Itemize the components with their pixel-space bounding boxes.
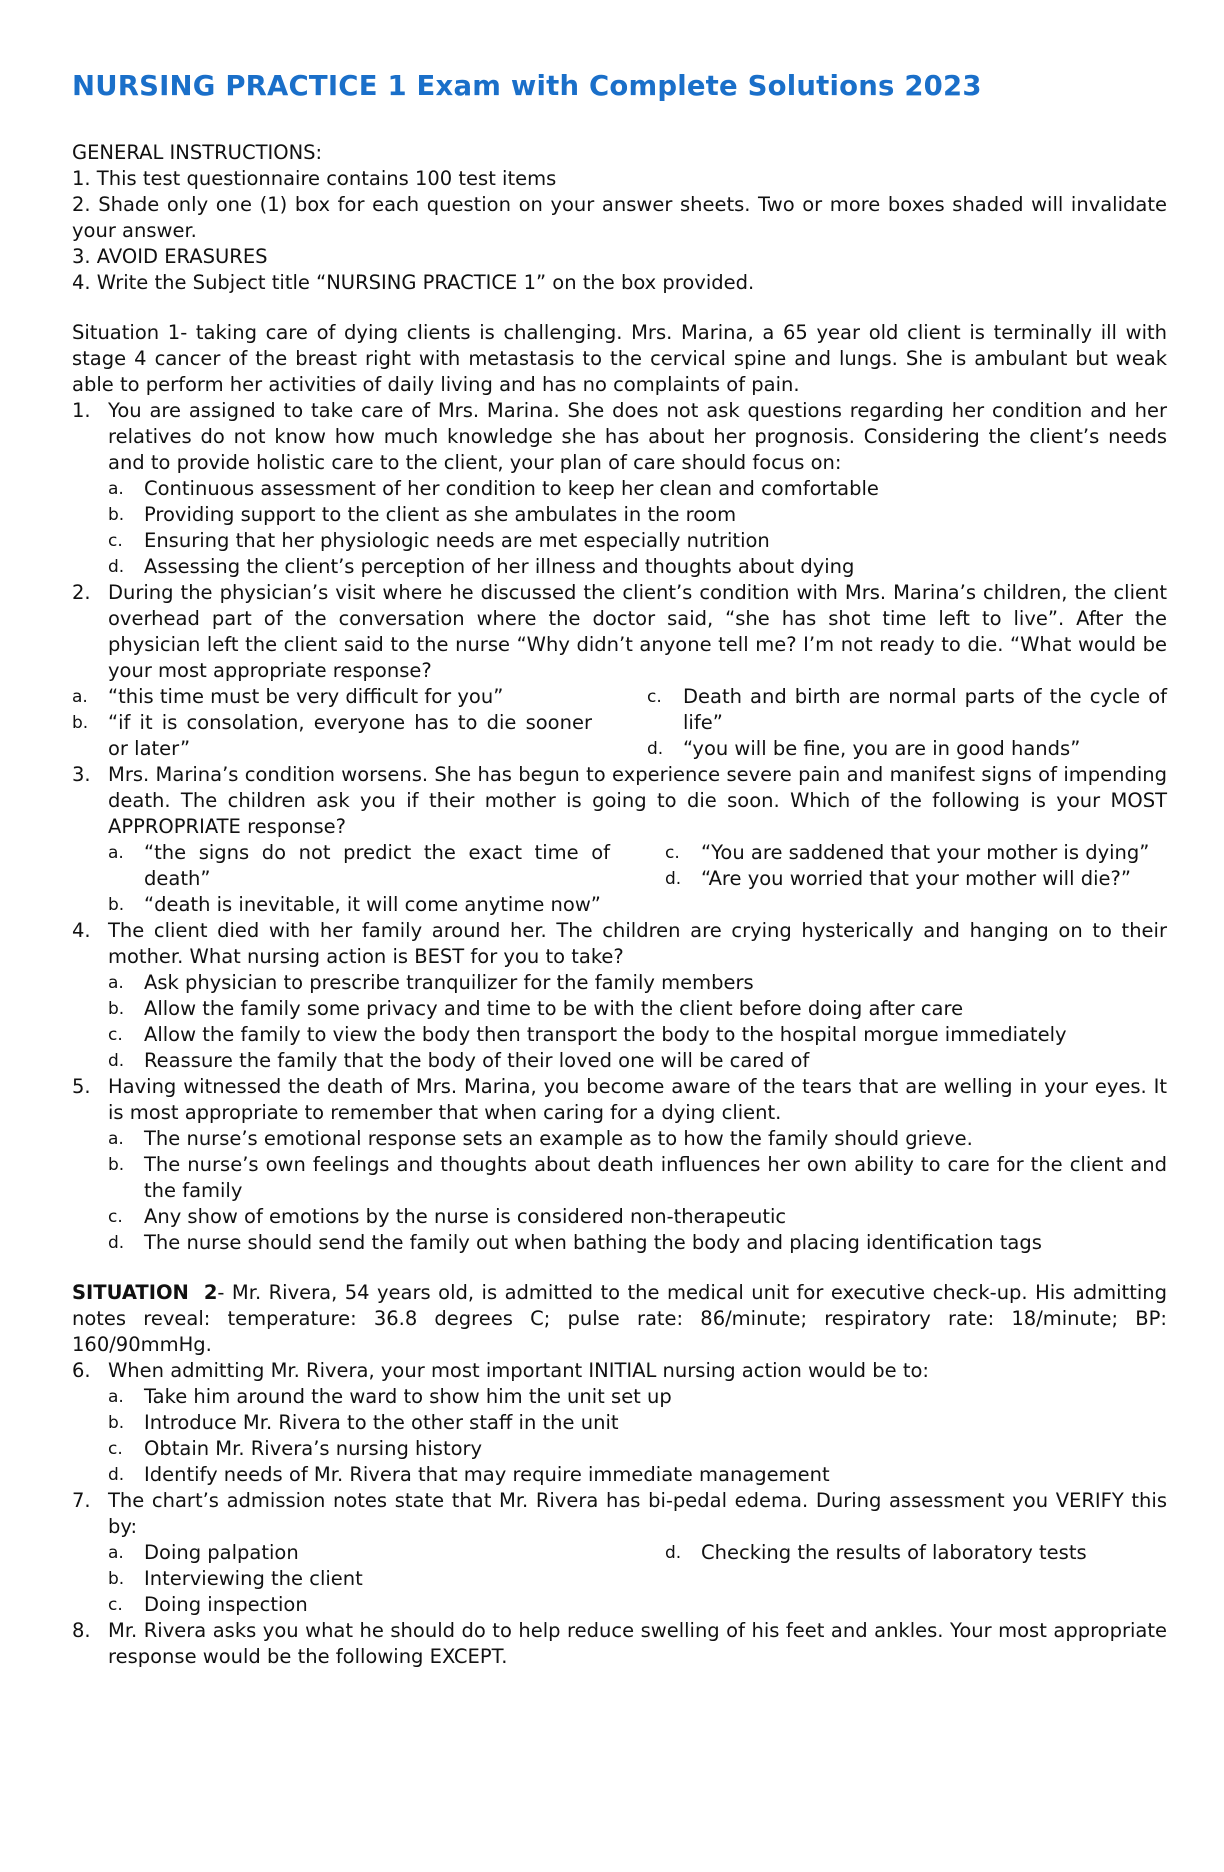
option-a [72, 684, 592, 710]
option-text: Providing support to the client as she ambulates in the room [144, 503, 737, 526]
question-number: 6. [72, 1359, 91, 1382]
option-d [665, 866, 1167, 892]
question-list [72, 398, 1167, 1256]
option-letter: a. [108, 1129, 124, 1149]
question-text: Having witnessed the death of Mrs. Marina, you become aware of the tears that are welling in your eyes. It is most appropriate to remember that when caring for a dying client. [108, 1075, 1167, 1124]
option-letter: c. [647, 687, 662, 707]
option-c [108, 1436, 1167, 1462]
question-8 [72, 1618, 1167, 1670]
option-letter: b. [108, 1413, 125, 1433]
option-a [108, 1384, 1167, 1410]
option-letter: d. [647, 739, 664, 759]
option-a [108, 1126, 1167, 1152]
option-letter: d. [108, 1051, 125, 1071]
option-text: “if it is consolation, everyone has to die sooner or later” [108, 711, 592, 760]
question-number: 2. [72, 581, 91, 604]
option-a [108, 476, 1167, 502]
option-d [647, 736, 1167, 762]
option-letter: a. [108, 973, 124, 993]
option-text: Assessing the client’s perception of her illness and thoughts about dying [144, 555, 855, 578]
option-b [108, 1410, 1167, 1436]
option-letter: b. [108, 1155, 125, 1175]
option-b [72, 710, 592, 762]
option-c [665, 840, 1167, 866]
question-1 [72, 398, 1167, 580]
option-letter: d. [108, 1465, 125, 1485]
option-text: Allow the family to view the body then transport the body to the hospital morgue immediately [144, 1023, 1067, 1046]
option-c [108, 1204, 1167, 1230]
option-letter: d. [665, 1543, 682, 1563]
option-text: Any show of emotions by the nurse is considered non-therapeutic [144, 1205, 787, 1228]
option-text: Ensuring that her physiologic needs are met especially nutrition [144, 529, 770, 552]
option-text: “Are you worried that your mother will die?” [701, 867, 1131, 890]
option-text: “You are saddened that your mother is dying” [701, 841, 1150, 864]
situation-body: - Mr. Rivera, 54 years old, is admitted to the medical unit for executive check-up. His admitting notes reveal: temperature: 36.8 degrees C; pulse rate: 86/minute; respiratory rate: 18/minute; BP: 160/90mmHg. [72, 1281, 1167, 1356]
option-d [108, 1230, 1167, 1256]
option-letter: a. [108, 479, 124, 499]
option-a [108, 840, 610, 892]
question-number: 4. [72, 919, 91, 942]
option-letter: b. [108, 999, 125, 1019]
option-text: The nurse’s emotional response sets an example as to how the family should grieve. [144, 1127, 973, 1150]
question-3 [72, 762, 1167, 918]
option-letter: d. [665, 869, 682, 889]
question-text: You are assigned to take care of Mrs. Marina. She does not ask questions regarding her condition and her relatives do not know how much knowledge she has about her prognosis. Considering the client’s needs and to provide holistic care to the client, your plan of care should focus on: [108, 399, 1167, 474]
situation-label: SITUATION [72, 1281, 189, 1304]
document-page [72, 70, 1167, 1670]
option-a [108, 1540, 610, 1566]
option-letter: c. [108, 1439, 123, 1459]
question-6 [72, 1358, 1167, 1488]
option-text: Doing inspection [144, 1593, 308, 1616]
option-text: “the signs do not predict the exact time of death” [144, 841, 610, 890]
question-text: The client died with her family around her. The children are crying hysterically and hanging on to their mother. What nursing action is BEST for you to take? [108, 919, 1167, 968]
general-instructions [72, 140, 1167, 296]
option-letter: c. [108, 1025, 123, 1045]
question-text: During the physician’s visit where he discussed the client’s condition with Mrs. Marina’s children, the client overhead part of the conversation where the doctor said, “she has shot time left to live”. After the physician left the client said to the nurse “Why didn’t anyone tell me? I’m not ready to die. “What would be your most appropriate response? [108, 581, 1167, 682]
document-title: NURSING PRACTICE 1 Exam with Complete Solutions 2023 [72, 70, 982, 102]
option-letter: d. [108, 1233, 125, 1253]
instruction-item: 3. AVOID ERASURES [72, 245, 268, 268]
option-b [108, 1152, 1167, 1204]
option-text: “you will be fine, you are in good hands” [683, 737, 1081, 760]
situation-1-text: Situation 1- taking care of dying clients is challenging. Mrs. Marina, a 65 year old client is terminally ill with stage 4 cancer of the breast right with metastasis to the cervical spine and lungs. She is ambulant but weak able to perform her activities of daily living and has no complaints of pain. [72, 321, 1167, 396]
option-b [108, 1566, 610, 1592]
question-text: When admitting Mr. Rivera, your most important INITIAL nursing action would be to: [108, 1359, 929, 1382]
option-b [108, 502, 1167, 528]
question-5 [72, 1074, 1167, 1256]
option-text: “this time must be very difficult for you” [108, 685, 504, 708]
option-text: Reassure the family that the body of their loved one will be cared of [144, 1049, 810, 1072]
option-a [108, 970, 1167, 996]
question-number: 1. [72, 399, 91, 422]
option-letter: b. [108, 505, 125, 525]
option-text: Continuous assessment of her condition to keep her clean and comfortable [144, 477, 879, 500]
option-letter: a. [108, 1543, 124, 1563]
question-number: 7. [72, 1489, 91, 1512]
option-d [108, 1048, 1167, 1074]
instruction-item: 1. This test questionnaire contains 100 test items [72, 167, 557, 190]
option-letter: b. [108, 895, 125, 915]
option-letter: b. [108, 1569, 125, 1589]
option-text: The nurse’s own feelings and thoughts about death influences her own ability to care for the client and the family [144, 1153, 1167, 1202]
instruction-item: 4. Write the Subject title “NURSING PRACTICE 1” on the box provided. [72, 271, 755, 294]
question-text: The chart’s admission notes state that Mr. Rivera has bi-pedal edema. During assessment you VERIFY this by: [108, 1489, 1167, 1538]
option-d [108, 554, 1167, 580]
question-text: Mr. Rivera asks you what he should do to help reduce swelling of his feet and ankles. Your most appropriate response would be the following EXCEPT. [108, 1619, 1167, 1668]
option-letter: b. [72, 713, 89, 733]
option-text: Obtain Mr. Rivera’s nursing history [144, 1437, 483, 1460]
situation-2-text [72, 1280, 1167, 1358]
option-text: Ask physician to prescribe tranquilizer for the family members [144, 971, 754, 994]
question-list-2 [72, 1358, 1167, 1670]
option-letter: c. [108, 531, 123, 551]
option-letter: a. [108, 1387, 124, 1407]
instructions-heading: GENERAL INSTRUCTIONS: [72, 141, 323, 164]
option-text: Take him around the ward to show him the unit set up [144, 1385, 672, 1408]
option-letter: a. [108, 843, 124, 863]
question-number: 8. [72, 1619, 91, 1642]
option-text: The nurse should send the family out when bathing the body and placing identification tags [144, 1231, 1042, 1254]
option-letter: c. [108, 1207, 123, 1227]
option-letter: d. [108, 557, 125, 577]
instruction-item: 2. Shade only one (1) box for each question on your answer sheets. Two or more boxes shaded will invalidate your answer. [72, 193, 1167, 242]
option-letter: c. [665, 843, 680, 863]
option-b [108, 996, 1167, 1022]
option-c [108, 1022, 1167, 1048]
question-number: 3. [72, 763, 91, 786]
question-2 [72, 580, 1167, 762]
option-d [665, 1540, 1167, 1566]
option-text: Doing palpation [144, 1541, 299, 1564]
option-text: “death is inevitable, it will come anytime now” [144, 893, 601, 916]
option-text: Allow the family some privacy and time to be with the client before doing after care [144, 997, 964, 1020]
option-text: Identify needs of Mr. Rivera that may require immediate management [144, 1463, 830, 1486]
option-d [108, 1462, 1167, 1488]
question-text: Mrs. Marina’s condition worsens. She has begun to experience severe pain and manifest signs of impending death. The children ask you if their mother is going to die soon. Which of the following is your MOST APPROPRIATE response? [108, 763, 1167, 838]
option-text: Introduce Mr. Rivera to the other staff in the unit [144, 1411, 619, 1434]
option-b [108, 892, 610, 918]
question-number: 5. [72, 1075, 91, 1098]
option-c [108, 528, 1167, 554]
option-text: Interviewing the client [144, 1567, 363, 1590]
option-letter: c. [108, 1595, 123, 1615]
option-c [647, 684, 1167, 736]
option-text: Death and birth are normal parts of the cycle of life” [683, 685, 1167, 734]
option-c [108, 1592, 610, 1618]
option-text: Checking the results of laboratory tests [701, 1541, 1087, 1564]
question-7 [72, 1488, 1167, 1618]
option-letter: a. [72, 687, 88, 707]
question-4 [72, 918, 1167, 1074]
situation-number: 2 [203, 1281, 218, 1304]
